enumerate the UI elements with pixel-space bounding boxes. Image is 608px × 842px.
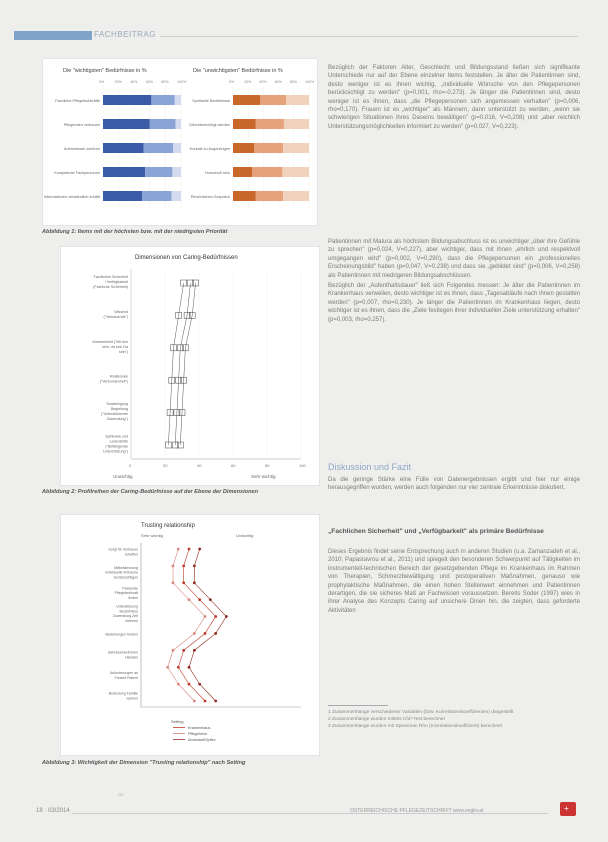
fig1-right-bar (256, 119, 284, 129)
figure2-caption: Abbildung 2: Profilreihen der Caring-Bedürfnisse auf der Ebene der Dimensionen (42, 489, 259, 495)
fig2-category-label: Trostbringung (105, 402, 128, 407)
fig1-left-bar (145, 167, 172, 177)
fig2-x-left-label: Unwichtig (113, 474, 133, 479)
fig1-right-bar (260, 95, 286, 105)
fig1-right-bar (233, 167, 252, 177)
paragraph-5: Dieses Ergebnis findet seine Entsprechung auch in anderen Studien (u.a. Zamanzadeh et al., 2010; Papastavrou et al., 2011) und spiegelt den besonderen Schwerpunkt auf Tätigkeiten im instrumentell-technischen Bereich der gesetzgebenden Pflege im Krankenhaus im Rahmen von Therapien, Schmerzbewältigung und postoperativen Maßnahmen, genauso wie prophylaktische Maßnahmen, die einen hohen Stellenwert einnehmen und Patientinnen derartigen, die sie sicheres Maß an Fachwissen voraussetzen. Bereits Soder (1997) wies in ihrer Analyse des Konzepts Caring auf unsichere Dinen hin, die zeigten, dass geforderte Aktivitäten (328, 549, 580, 614)
fig1-left-bar (172, 167, 181, 177)
section-heading: Diskussion und Fazit (328, 462, 412, 472)
journal-name: ÖSTERREICHISCHE PFLEGEZEITSCHRIFT www.oegkv.at (350, 808, 484, 814)
fig1-right-tick-label: 20% (244, 80, 252, 84)
fig2-category-label: Begleitung (111, 407, 128, 412)
section-label: FACHBEITRAG (94, 30, 156, 39)
paragraph-1: Bezüglich der Faktoren Alter, Geschlecht und Bildungsstand ließen sich signifikante Unterschiede nur auf der Ebene einzelner Items feststellen. Je älter die Patientinnen sind, desto weniger ist es ihnen wichtig, „individuelle Wünsche von den Pflegepersonen berücksichtigt zu werden" (p=0,001, rho=-0,273). Je länger die Patientinnen sind, desto weniger ist es ihnen, dass „die Pflegepersonen sich angemessen verhalten" (p=0,006, rho=0,170). Frauen ist es „wichtiger" als Männern, dann unterstützt zu werden, „wenn sie schwierigen Situationen ihres Daseins bewältigen" (p=0,016, V=0,208) und „aber reichlich Unterstützungsmöglichkeiten informiert zu werden" (p=0,027, V=0,223). (328, 65, 580, 130)
fig3-legend-label: Krankenhaus (188, 726, 211, 730)
fig3-item-label: Sorgt für Vertrauen (108, 547, 138, 552)
fig3-point (172, 649, 175, 652)
fig3-point (198, 598, 201, 601)
fig1-right-bar (284, 119, 309, 129)
fig3-item-label: Behutsamkeit beim (108, 650, 138, 655)
fig2-category-label: Lebenshilfe (109, 439, 128, 444)
figure2-svg (61, 247, 319, 485)
fig1-left-bar (103, 95, 151, 105)
fig1-left-tick-label: 20% (114, 80, 122, 84)
fig1-left-category-label: Kompetente Fachpersonen (54, 171, 100, 175)
fig1-right-category-label: Spirituelle Bedürfnisse (192, 99, 230, 103)
figure1-panel (42, 58, 318, 226)
fig3-item-label: Zuwendung Zeit (112, 614, 138, 619)
footnote-1: 1 Zusammenhänge verschiedener Variablen (bzw. Korrelationskoeffizienten) dargestellt (328, 710, 514, 715)
fig1-left-bar (150, 119, 176, 129)
page-number: 18 · 03/2014 (36, 808, 70, 814)
fig1-right-chart (189, 80, 315, 209)
fig3-legend (173, 726, 216, 742)
fig1-right-bar (252, 167, 282, 177)
fig1-left-tick-label: 0% (99, 80, 105, 84)
fig1-right-bar (233, 191, 256, 201)
fig1-left-bar (176, 119, 181, 129)
fig2-tick-label: 100 (299, 463, 306, 468)
fig3-top-right-label: Unwichtig (236, 533, 254, 538)
fig3-point (193, 700, 196, 703)
fig2-tick-label: 20 (163, 463, 168, 468)
fig1-right-bar (256, 191, 283, 201)
fig3-point (193, 649, 196, 652)
fig1-left-bar (173, 143, 181, 153)
fig2-category-label: ("Verbundenheit") (99, 379, 128, 384)
figure1-svg (43, 59, 317, 225)
fig2-category-label: Anwesenheit ("Mit ihm (92, 339, 128, 344)
fig2-plot (92, 269, 306, 468)
fig2-category-label: Fachlichen Sicherheit (93, 275, 128, 279)
fig3-item-label: Bedeutung Familie (108, 691, 138, 696)
fig1-right-bar (233, 95, 260, 105)
fig2-category-label: sein") (118, 349, 128, 354)
fig1-left-category-label: Aufmerksam zuhören (63, 147, 100, 151)
fig3-item-label: schaffen (124, 552, 138, 557)
text-column-top (328, 64, 580, 131)
fig3-point (182, 564, 185, 567)
fig3-point (193, 581, 196, 584)
fig3-point (225, 615, 228, 618)
paragraph-2: Patientinnen mit Matura als höchstem Bildungsabschluss ist es unwichtiger „über ihre Gefühle zu sprechen" (p=0,024, V=0,227), aber wichtiger, dass mit ihnen „ehrlich und respektvoll umgegangen wird" (p=0,002, V=0,290), dass die Pflegepersonen ein „professionelles Erscheinungsbild" haben (p=0,047, V=0,238) und dass sie „gebildet sind" (p=0,006, V=0,258) als Patientinnen mit niedrigeren Bildungsabschlüssen. (328, 239, 580, 279)
fig3-item-label: nehmen (125, 618, 138, 623)
fig1-right-tick-label: 60% (274, 80, 282, 84)
fig3-point (214, 615, 217, 618)
fig3-point (177, 548, 180, 551)
fig3-item-label: Bedürfnisse (119, 609, 138, 614)
fig1-left-bar (151, 95, 174, 105)
fig3-item-label: Handeln (124, 655, 138, 660)
fig1-left-title: Die "wichtigsten" Bedürfnisse in % (63, 68, 147, 74)
fig1-left-bar (144, 143, 174, 153)
fig3-series-line (168, 549, 205, 701)
figure3-svg (61, 515, 319, 755)
fig1-right-bar (254, 143, 283, 153)
fig2-tick-label: 40 (197, 463, 202, 468)
header-rule (160, 36, 578, 37)
fig3-point (177, 666, 180, 669)
fig2-category-label: (Fachliche Sicherheit) (93, 285, 128, 289)
fig3-point (214, 632, 217, 635)
fig2-category-label: Spirituelle und (105, 434, 128, 439)
fig2-tick-label: 80 (265, 463, 270, 468)
footnote-rule (328, 705, 388, 706)
figure3-caption: Abbildung 3: Wichtigkeit der Dimension "Trusting relationship" nach Setting (42, 760, 246, 766)
fig3-item-label: Freizeit Patient (114, 675, 138, 680)
fig1-left-tick-label: 100% (177, 80, 187, 84)
fig3-point (188, 666, 191, 669)
fig3-item-label: finden (128, 595, 138, 600)
fig3-point (214, 700, 217, 703)
fig2-title: Dimensionen von Caring-Bedürfnissen (135, 255, 238, 261)
fig2-category-label: sein, da sein Da (102, 344, 128, 349)
fig3-item-label: Pflegefachkraft (114, 591, 138, 596)
fig3-item-label: berücksichtigen (113, 575, 138, 580)
fig3-legend-title: Setting (171, 719, 184, 724)
fig1-right-tick-label: 100% (305, 80, 315, 84)
fig2-series-line (175, 283, 190, 445)
fig3-point (204, 632, 207, 635)
fig2-category-label: Relationale (110, 374, 128, 379)
fig1-left-category-label: Informationen verständlich erklärt (43, 195, 100, 199)
fig1-left-tick-label: 80% (161, 80, 169, 84)
footnote-3: 3 Zusammenhänge wurden mit Spearman Rho (Korrelationskoeffizient) berechnet (328, 724, 503, 729)
fig3-point (182, 581, 185, 584)
fig2-category-label: ("Befähigende (105, 444, 128, 449)
fig3-point (177, 683, 180, 686)
fig1-left-bar (103, 191, 142, 201)
fig3-point (204, 700, 207, 703)
fig1-left-category-label: Fachliche Pflegefachkräfte (55, 99, 100, 103)
fig1-right-bar (283, 191, 309, 201)
fig3-point (193, 564, 196, 567)
fig2-x-right-label: Sehr wichtig (251, 474, 276, 479)
discussion-body (328, 548, 580, 615)
fig1-right-tick-label: 40% (259, 80, 267, 84)
fig2-category-label: ("Vertrauende") (103, 314, 128, 319)
discussion-intro (328, 476, 580, 493)
small-mark: ÖZ (118, 792, 124, 797)
fig1-right-bar (282, 167, 309, 177)
text-column-mid (328, 238, 580, 324)
fig3-legend-label: Ambulant/Spitex (188, 738, 216, 742)
fig1-right-category-label: Persönliches Gespräch (190, 195, 230, 199)
paragraph-4: Da die geringe Stärke eine Fülle von Datenergebnissen ergibt und hier nur einige herausgegriffen wurden, werden auch folgenden nur vier zentrale Erkenntnisse diskutiert. (328, 477, 580, 492)
fig1-left-tick-label: 60% (145, 80, 154, 84)
fig1-left-chart (44, 80, 187, 209)
fig3-item-label: Unterstützung (116, 604, 138, 609)
fig2-category-label: / Verfügbarkeit (104, 280, 128, 284)
fig1-right-bar (233, 143, 254, 153)
fig1-right-title: Die "unwichtigsten" Bedürfnisse in % (193, 68, 283, 74)
figure2-panel (60, 246, 320, 486)
fig3-item-label: Individuelle Wünsche (104, 570, 138, 575)
figure1-caption: Abbildung 1: Items mit der höchsten bzw. mit der niedrigsten Priorität (42, 229, 228, 235)
subheading: „Fachlichen Sicherheit" und „Verfügbarkeit" als primäre Bedürfnisse (328, 528, 544, 535)
fig2-category-label: Zuwendung") (106, 417, 128, 422)
fig1-right-category-label: Humorvoll sein (204, 171, 230, 175)
fig3-item-label: Passende (122, 586, 138, 591)
footnote-2: 2 Zusammenhänge wurden mittels Chi²-Test berechnet (328, 717, 445, 722)
fig1-right-bar (233, 119, 256, 129)
fig3-item-label: wahren (126, 696, 138, 701)
paragraph-3: Bezüglich der „Aufenthaltsdauer" ließ sich Folgendes messen: Je älter die Patientinnen im Krankenhaus verweilen, desto wichtiger ist es ihnen, dass „Tagesabläufe nach ihnen gestalten werden" (p=0,007, rho=0,230). Je länger die Patientinnen im Krankenhaus liegen, desto wichtiger ist es ihnen, dass die „Ziele festlegen ihrer individuellen Ziele unterstützung erhalten" (p=0,003, rho=0,257). (328, 283, 580, 323)
fig3-point (172, 564, 175, 567)
fig3-point (198, 548, 201, 551)
fig1-left-bar (142, 191, 172, 201)
fig3-item-label: Beziehungen fördern (105, 632, 138, 637)
fig3-point (198, 683, 201, 686)
fig3-title: Trusting relationship (141, 523, 195, 529)
fig3-point (166, 666, 169, 669)
fig3-point (172, 581, 175, 584)
fig2-tick-label: 60 (231, 463, 236, 468)
fig3-item-label: Anforderungen an (109, 671, 138, 676)
fig1-left-category-label: Pflegenden vertrauen (63, 123, 100, 127)
fig2-category-label: ("Unterstützende (101, 412, 128, 417)
fig3-point (193, 632, 196, 635)
fig3-point (209, 598, 212, 601)
fig3-series-line (189, 549, 226, 701)
fig1-right-category-label: Kontakt zu Angehörigen (189, 147, 230, 151)
fig1-left-bar (103, 167, 145, 177)
fig1-left-bar (172, 191, 181, 201)
fig3-point (188, 548, 191, 551)
fig3-point (188, 683, 191, 686)
fig1-left-tick-label: 40% (130, 80, 138, 84)
fig3-item-label: Mitbestimmung (114, 565, 138, 570)
fig2-category-label: Unterstützung") (103, 449, 128, 454)
journal-logo-icon: + (560, 802, 576, 816)
fig1-right-bar (283, 143, 309, 153)
footnotes (328, 709, 588, 730)
fig1-right-tick-label: 0% (229, 80, 235, 84)
fig3-top-left-label: Sehr wichtig (141, 533, 163, 538)
fig1-left-bar (103, 119, 150, 129)
fig3-plot (105, 543, 301, 707)
fig3-legend-label: Pflegeheim (188, 732, 207, 736)
header-accent-bar (14, 31, 92, 40)
fig3-point (204, 615, 207, 618)
fig1-left-bar (175, 95, 181, 105)
fig3-point (182, 649, 185, 652)
fig2-category-label: Wissend (114, 309, 128, 314)
fig1-right-category-label: Gleichberechtigt werden (189, 123, 230, 127)
fig1-right-bar (286, 95, 309, 105)
fig1-right-tick-label: 80% (289, 80, 298, 84)
fig1-left-bar (103, 143, 144, 153)
fig3-point (188, 598, 191, 601)
fig3-series-line (178, 549, 215, 701)
fig2-tick-label: 0 (129, 463, 132, 468)
figure3-panel (60, 514, 320, 756)
